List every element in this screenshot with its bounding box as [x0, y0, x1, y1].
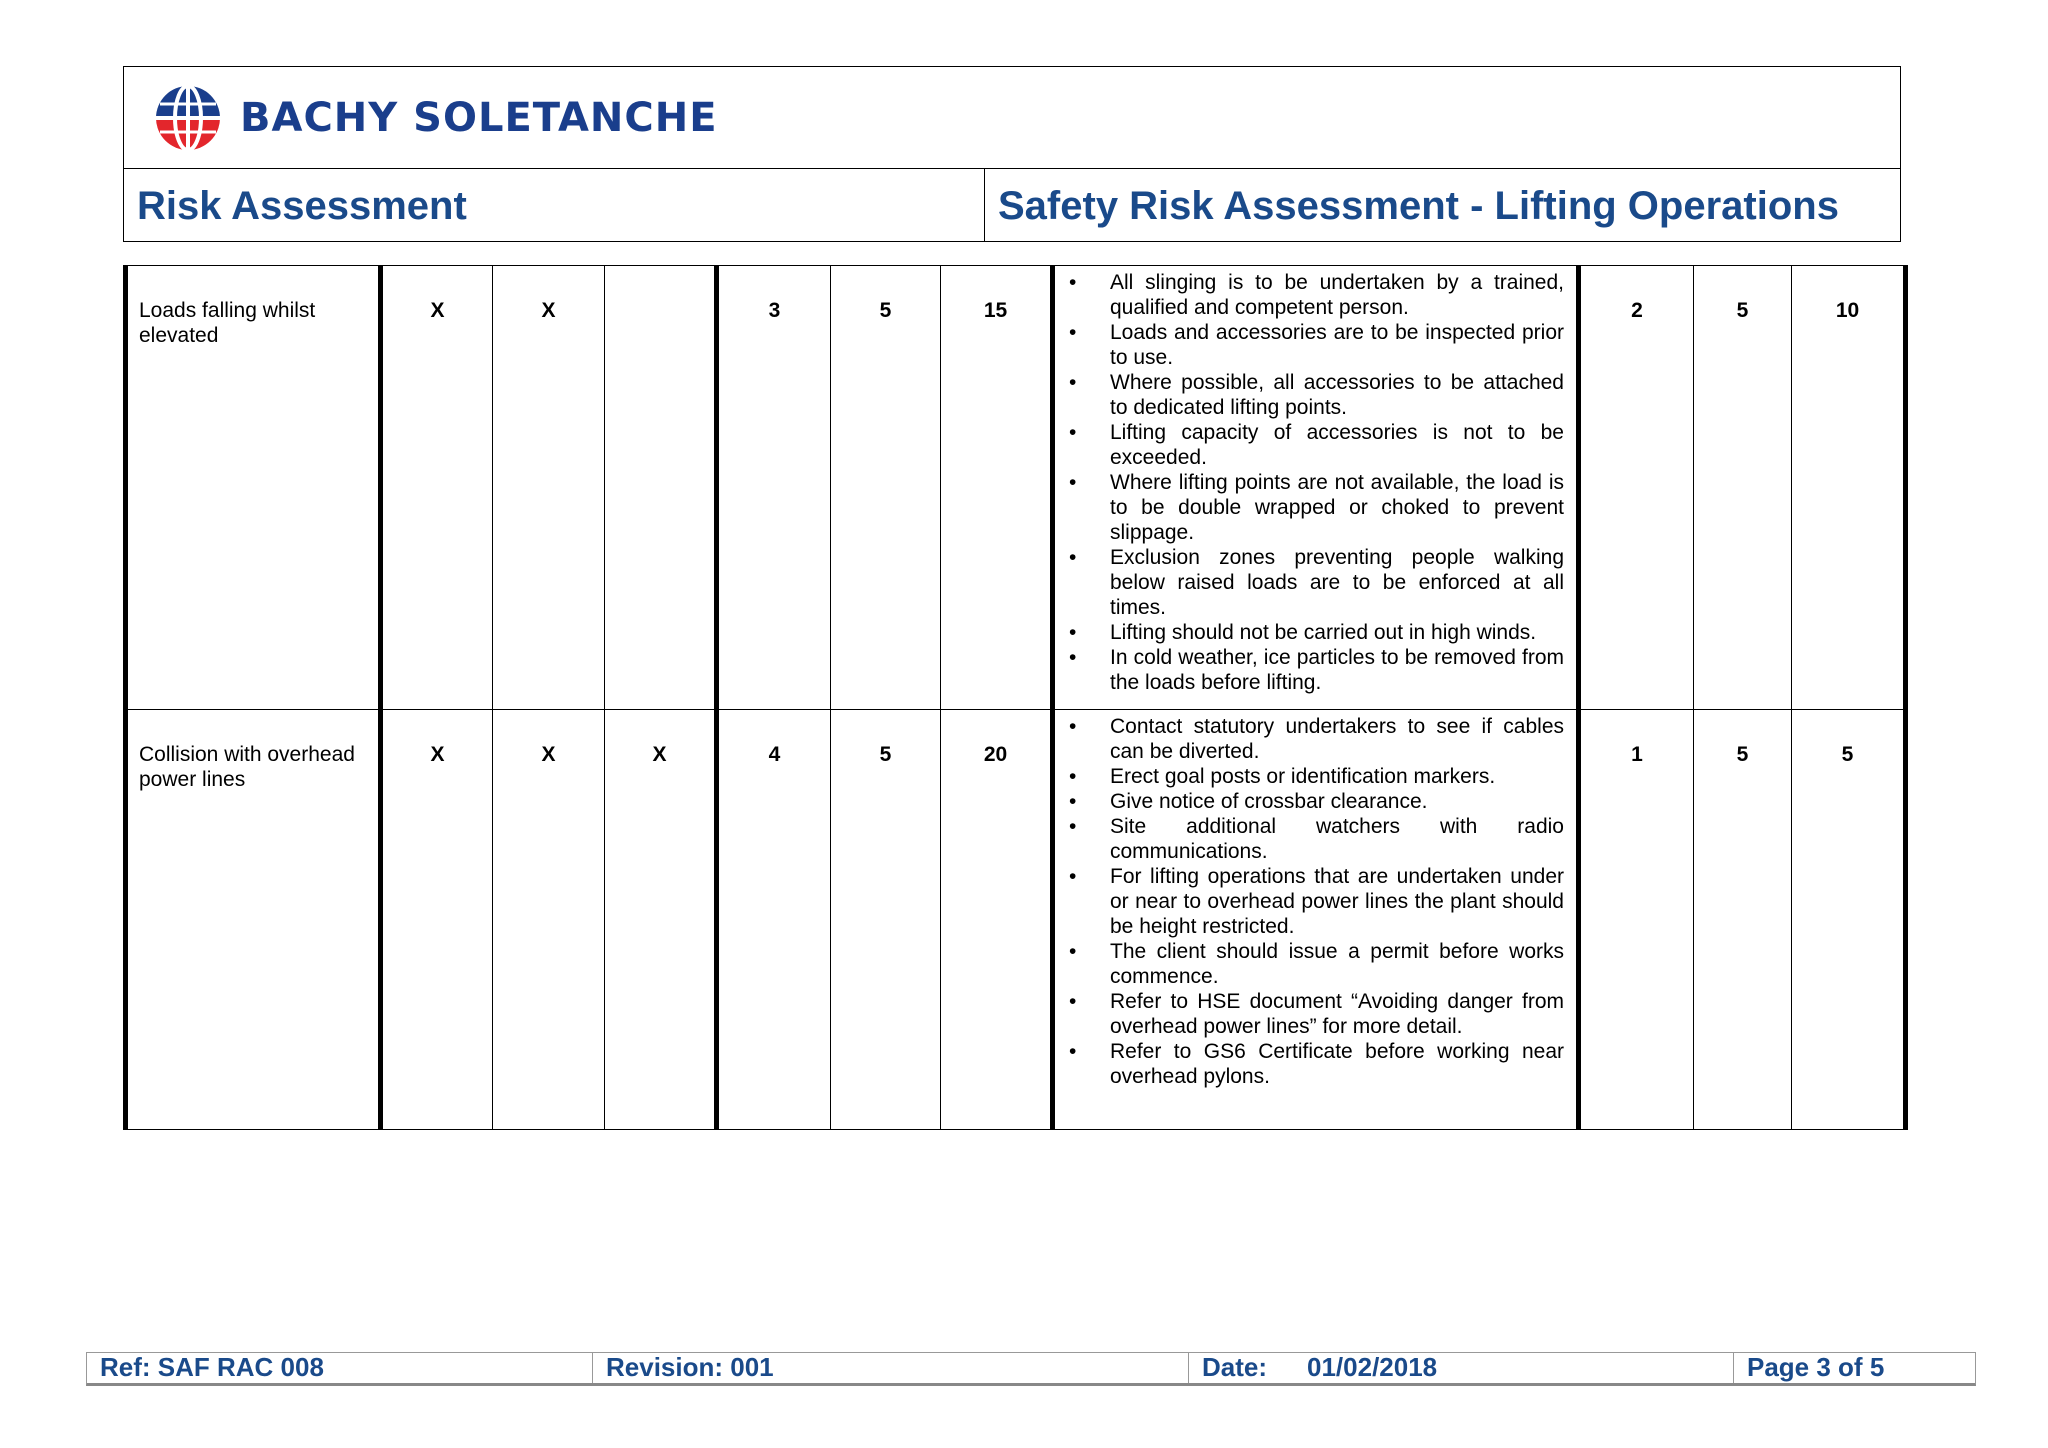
- residual-rating: 5: [1841, 743, 1854, 766]
- residual-likelihood-cell: [1579, 266, 1694, 710]
- header-title-left-cell: [124, 168, 985, 242]
- initial-severity: 5: [879, 743, 892, 766]
- footer-date-value: 01/02/2018: [1307, 1352, 1438, 1382]
- footer-page: Page 3 of 5: [1747, 1352, 1885, 1382]
- document-type-title: Risk Assessment: [137, 184, 467, 228]
- globe-logo-icon: [154, 84, 222, 152]
- affected-cell: [381, 710, 493, 1130]
- initial-severity: 5: [879, 299, 892, 322]
- initial-likelihood-cell: [717, 710, 831, 1130]
- affected-cell: [605, 266, 717, 710]
- initial-likelihood-cell: [717, 266, 831, 710]
- residual-rating: 10: [1835, 299, 1860, 322]
- control-measures-list: [1055, 266, 1576, 695]
- document-footer: [86, 1352, 1976, 1386]
- affected-mark: X: [541, 743, 556, 766]
- list-item: • Refer to GS6 Certificate before working near overhead pylons.: [1110, 1039, 1564, 1089]
- company-name: BACHY SOLETANCHE: [240, 95, 718, 141]
- risk-assessment-table: [123, 265, 1908, 1130]
- list-item: • Lifting capacity of accessories is not to be exceeded.: [1110, 420, 1564, 470]
- residual-likelihood: 1: [1631, 743, 1643, 766]
- affected-cell: [605, 710, 717, 1130]
- hazard-text: Loads falling whilst elevated: [139, 299, 316, 347]
- list-item: • In cold weather, ice particles to be removed from the loads before lifting.: [1110, 645, 1564, 695]
- affected-cell: [493, 266, 605, 710]
- affected-mark: X: [541, 299, 556, 322]
- residual-rating-cell: [1792, 710, 1906, 1130]
- footer-date-label: Date:: [1202, 1352, 1268, 1382]
- residual-severity: 5: [1736, 743, 1749, 766]
- list-item: • Give notice of crossbar clearance.: [1110, 789, 1564, 814]
- initial-rating-cell: [941, 710, 1053, 1130]
- list-item: • Erect goal posts or identification markers.: [1110, 764, 1564, 789]
- initial-severity-cell: [831, 710, 941, 1130]
- residual-likelihood: 2: [1631, 299, 1643, 322]
- company-logo: [154, 84, 718, 152]
- initial-rating-cell: [941, 266, 1053, 710]
- list-item: • Where lifting points are not available, the load is to be double wrapped or choked to prevent slippage.: [1110, 470, 1564, 545]
- affected-cell: [493, 710, 605, 1130]
- list-item: • Contact statutory undertakers to see if cables can be diverted.: [1110, 714, 1564, 764]
- list-item: • All slinging is to be undertaken by a trained, qualified and competent person.: [1110, 270, 1564, 320]
- list-item: • The client should issue a permit before works commence.: [1110, 939, 1564, 989]
- affected-mark: [605, 266, 714, 298]
- list-item: • Loads and accessories are to be inspected prior to use.: [1110, 320, 1564, 370]
- affected-cell: [381, 266, 493, 710]
- table-row: [126, 710, 1906, 1130]
- control-measures-list: [1055, 710, 1576, 1089]
- hazard-cell: [126, 710, 381, 1130]
- list-item: • Lifting should not be carried out in high winds.: [1110, 620, 1564, 645]
- initial-rating: 15: [983, 299, 1008, 322]
- affected-mark: X: [430, 299, 445, 322]
- initial-likelihood: 4: [768, 743, 781, 766]
- list-item: • Where possible, all accessories to be attached to dedicated lifting points.: [1110, 370, 1564, 420]
- affected-mark: X: [652, 743, 667, 766]
- controls-cell: [1053, 710, 1579, 1130]
- hazard-text: Collision with overhead power lines: [139, 743, 355, 791]
- header-title-right-cell: [985, 168, 1900, 242]
- footer-revision: Revision: 001: [593, 1353, 1189, 1383]
- initial-rating: 20: [983, 743, 1008, 766]
- residual-rating-cell: [1792, 266, 1906, 710]
- document-title: Safety Risk Assessment - Lifting Operations: [998, 184, 1839, 228]
- list-item: • For lifting operations that are undertaken under or near to overhead power lines the plant should be height restricted.: [1110, 864, 1564, 939]
- controls-cell: [1053, 266, 1579, 710]
- residual-likelihood-cell: [1579, 710, 1694, 1130]
- affected-mark: X: [430, 743, 445, 766]
- list-item: • Refer to HSE document “Avoiding danger from overhead power lines” for more detail.: [1110, 989, 1564, 1039]
- residual-severity-cell: [1694, 710, 1792, 1130]
- logo-row: [124, 67, 1900, 169]
- initial-severity-cell: [831, 266, 941, 710]
- footer-date: [1189, 1353, 1734, 1383]
- residual-severity: 5: [1736, 299, 1749, 322]
- hazard-cell: [126, 266, 381, 710]
- document-header: [123, 66, 1901, 242]
- residual-severity-cell: [1694, 266, 1792, 710]
- footer-ref: Ref: SAF RAC 008: [87, 1353, 593, 1383]
- list-item: • Exclusion zones preventing people walking below raised loads are to be enforced at all times.: [1110, 545, 1564, 620]
- initial-likelihood: 3: [768, 299, 781, 322]
- table-row: [126, 266, 1906, 710]
- list-item: • Site additional watchers with radio communications.: [1110, 814, 1564, 864]
